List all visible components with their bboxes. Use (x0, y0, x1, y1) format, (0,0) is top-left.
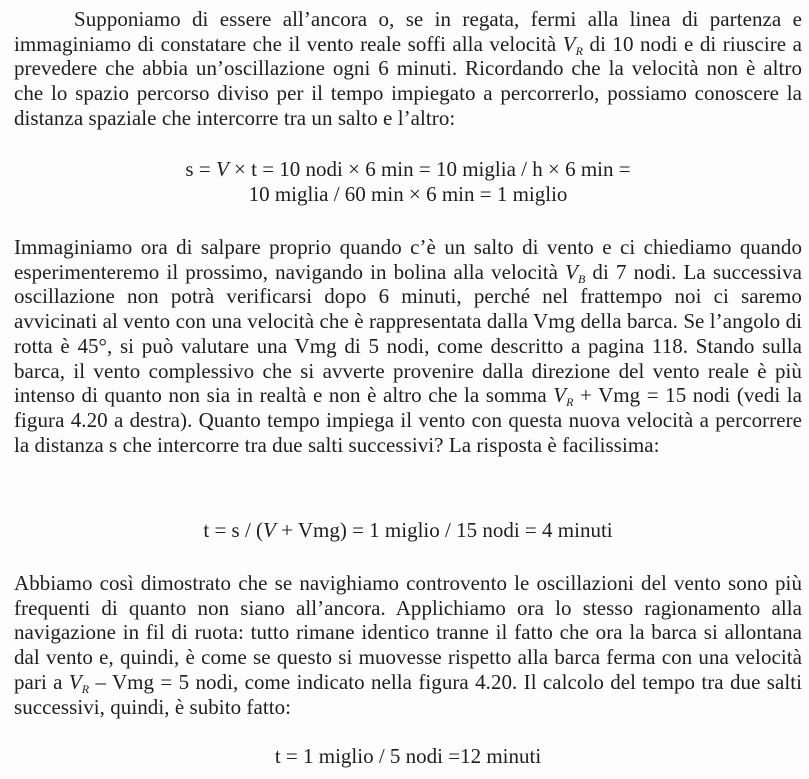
symbol-v-r-3: $V_R$ (68, 669, 90, 696)
paragraph-2-text-a: Immaginiamo ora di salpare proprio quando c’è un salto di vento e ci chiediamo quando esperimenteremo il prossimo, navigando in bolina alla velocità (14, 235, 802, 284)
symbol-v: V (215, 157, 229, 181)
symbol-v-b: $V_B$ (565, 259, 586, 286)
paragraph-2 (14, 235, 802, 457)
paragraph-3-text-a: Abbiamo così dimostrato che se navighiamo controvento le oscillazioni del vento sono più frequenti di quanto non siano all’ancora. Applichiamo ora lo stesso ragionamento alla navigazione in fil di ruota: tutto rimane identico tranne il fatto che ora la barca si allontana dal vento e, quindi, è come se questo si muovesse rispetto alla barca ferma con una velocità pari a (14, 571, 802, 694)
symbol-v-2: V (263, 518, 276, 542)
paragraph-1-text-b: di 10 nodi e di riuscire a prevedere che abbia un’oscillazione ogni 6 minuti. Ricordando che la velocità non è altro che lo spazio percorso diviso per il tempo impiegato a percorrerlo, possiamo conoscere la distanza spaziale che intercorre tra un salto e l’altro: (14, 31, 802, 130)
formula-3: t = 1 miglio / 5 nodi =12 minuti (274, 744, 542, 768)
symbol-v-r: $V_R$ (562, 31, 584, 58)
paragraph-2-text-c: + Vmg = 15 nodi (vedi la figura 4.20 a destra). Quanto tempo impiega il vento con questa nuova velocità a percorrere la distanza s che intercorre tra due salti successivi? La risposta è facilissima: (14, 383, 802, 457)
formula-1-line-1: s = V × t = 10 nodi × 6 min = 10 miglia / h × 6 min = (185, 157, 631, 181)
formula-2: t = s / (V + Vmg) = 1 miglio / 15 nodi = 4 minuti (203, 518, 613, 542)
paragraph-3 (14, 571, 802, 719)
paragraph-1-text-a: Supponiamo di essere all’ancora o, se in regata, fermi alla linea di partenza e immaginiamo di constatare che il vento reale soffi alla velocità (14, 7, 802, 56)
paragraph-1 (14, 7, 802, 131)
paragraph-2-text-b: di 7 nodi. La successiva oscillazione non potrà verificarsi dopo 6 minuti, perché nel frattempo noi ci saremo avvicinati al vento con una velocità che è rappresentata dalla Vmg della barca. Se l’angolo di rotta è 45°, si può valutare una Vmg di 5 nodi, come descritto a pagina 118. Stando sulla barca, il vento complessivo che si avverte provenire dalla direzione del vento reale è più intenso di quanto non sia in realtà e non è altro che la somma (14, 259, 802, 408)
symbol-v-r-2: $V_R$ (553, 383, 574, 410)
formula-1-line-2: 10 miglia / 60 min × 6 min = 1 miglio (248, 182, 568, 206)
paragraph-3-text-b: – Vmg = 5 nodi, come indicato nella figura 4.20. Il calcolo del tempo tra due salti successivi, quindi, è subito fatto: (14, 669, 803, 719)
